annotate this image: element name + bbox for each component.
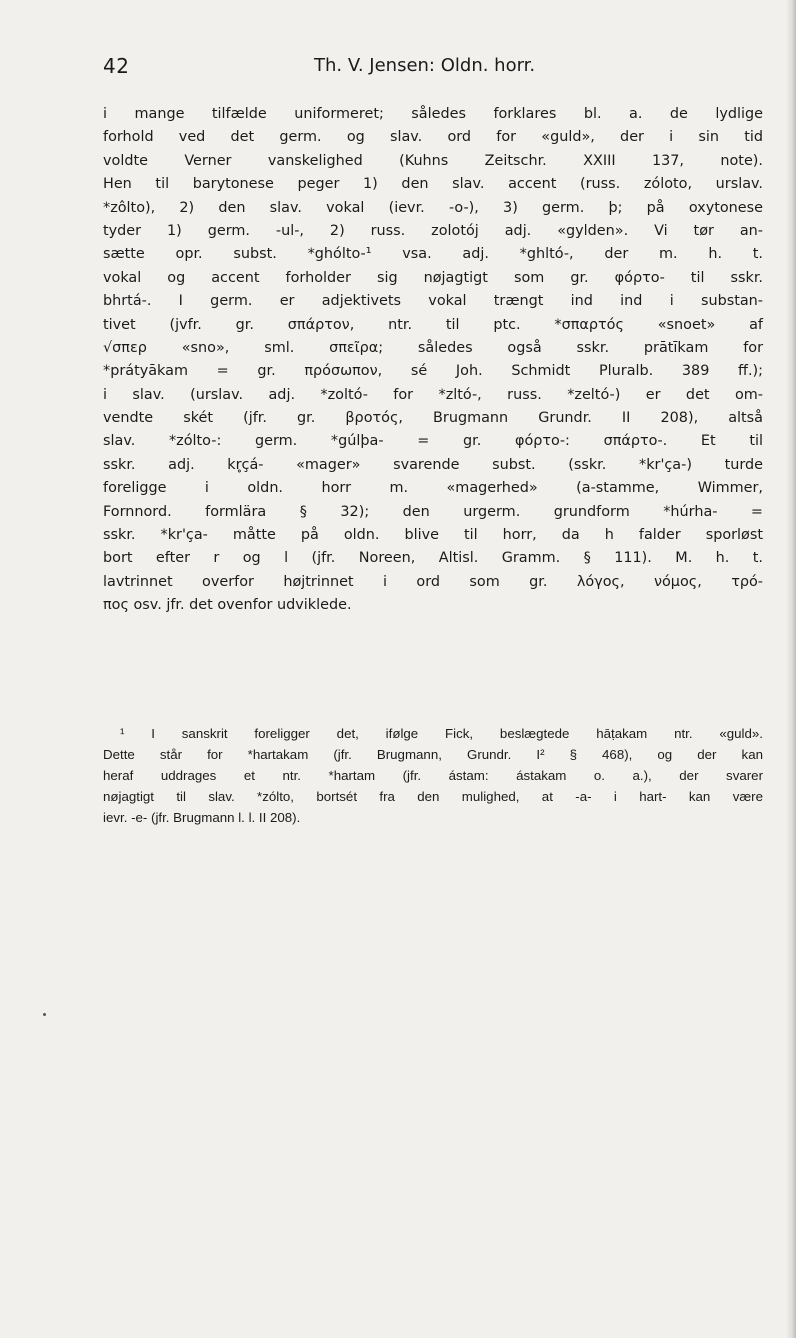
scan-speck	[43, 1013, 46, 1016]
footnote-block	[103, 723, 763, 828]
page-edge-shadow	[786, 0, 796, 1338]
text-line: sætte opr. subst. *ghólto-¹ vsa. adj. *ghltó-, der m. h. t.	[103, 246, 763, 263]
text-line: tyder 1) germ. -ul-, 2) russ. zolotój adj. «gylden». Vi tør an-	[103, 222, 763, 239]
text-line: πος osv. jfr. det ovenfor udviklede.	[103, 597, 352, 614]
footnote-line: heraf uddrages et ntr. *hartam (jfr. ástam: ástakam o. a.), der svarer	[103, 768, 763, 783]
text-line: i slav. (urslav. adj. *zoltó- for *zltó-, russ. *zeltó-) er det om-	[103, 386, 763, 403]
text-line: foreligge i oldn. horr m. «magerhed» (a-stamme, Wimmer,	[103, 480, 763, 497]
text-line: Hen til barytonese peger 1) den slav. accent (russ. zóloto, urslav.	[103, 176, 763, 193]
text-line: bhrtá-. I germ. er adjektivets vokal trængt ind ind i substan-	[103, 293, 763, 310]
text-line: voldte Verner vanskelighed (Kuhns Zeitschr. XXIII 137, note).	[103, 152, 763, 169]
text-line: *prátyākam = gr. πρόσωπον, sé Joh. Schmidt Pluralb. 389 ff.);	[103, 363, 763, 380]
text-line: vendte skét (jfr. gr. βροτός, Brugmann Grundr. II 208), altså	[103, 410, 763, 427]
text-line: sskr. adj. kr̥çá- «mager» svarende subst. (sskr. *kr'ça-) turde	[103, 456, 763, 473]
running-title: Th. V. Jensen: Oldn. horr.	[314, 55, 536, 76]
text-line: *zôlto), 2) den slav. vokal (ievr. -o-), 3) germ. þ; på oxytonese	[103, 199, 763, 216]
text-line: sskr. *kr'ça- måtte på oldn. blive til horr, da h falder sporløst	[103, 527, 763, 544]
page-number: 42	[103, 54, 130, 78]
text-line: lavtrinnet overfor højtrinnet i ord som gr. λόγος, νόμος, τρό-	[103, 573, 763, 590]
main-text-block	[103, 103, 763, 618]
footnote-line: nøjagtigt til slav. *zólto, bortsét fra den mulighed, at -a- i hart- kan være	[103, 789, 763, 804]
footnote-line: ¹ I sanskrit foreligger det, ifølge Fick, beslægtede hāṭakam ntr. «guld».	[120, 726, 763, 741]
text-line: bort efter r og l (jfr. Noreen, Altisl. Gramm. § 111). M. h. t.	[103, 550, 763, 567]
text-line: tivet (jvfr. gr. σπάρτον, ntr. til ptc. *σπαρτός «snoet» af	[103, 316, 763, 333]
text-line: slav. *zólto-: germ. *gúlþa- = gr. φόρτο-: σπάρτο-. Et til	[103, 433, 763, 450]
page-header	[103, 54, 763, 84]
text-line: √σπερ «sno», sml. σπεῖρα; således også sskr. prātīkam for	[103, 339, 763, 356]
text-line: i mange tilfælde uniformeret; således forklares bl. a. de lydlige	[103, 106, 763, 122]
text-line: vokal og accent forholder sig nøjagtigt som gr. φόρτο- til sskr.	[103, 269, 763, 286]
footnote-line: Dette står for *hartakam (jfr. Brugmann, Grundr. I² § 468), og der kan	[103, 747, 763, 762]
text-line: forhold ved det germ. og slav. ord for «guld», der i sin tid	[103, 129, 763, 146]
footnote-line: ievr. -e- (jfr. Brugmann l. l. II 208).	[103, 810, 301, 825]
text-line: Fornnord. formlära § 32); den urgerm. grundform *húrha- =	[103, 503, 763, 520]
